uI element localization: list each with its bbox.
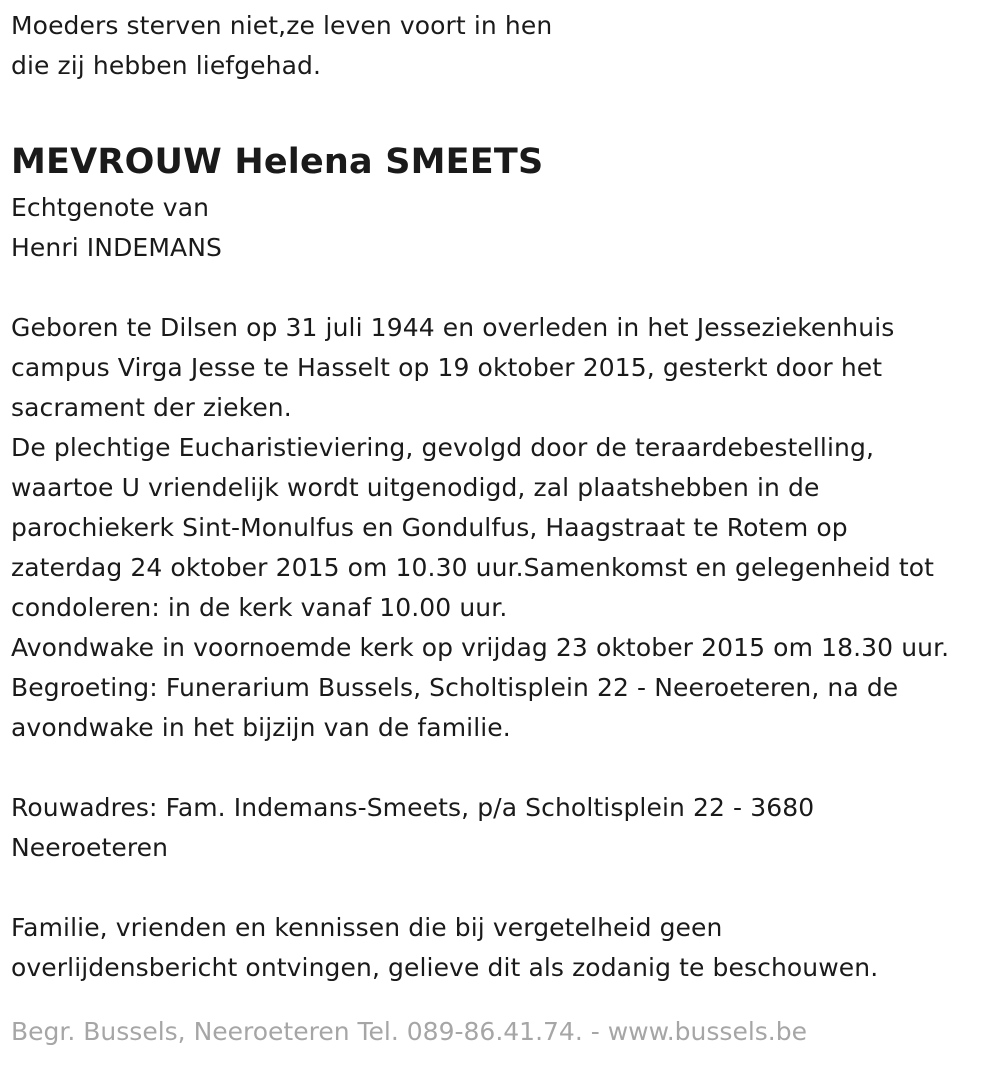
address-line: Rouwadres: Fam. Indemans-Smeets, p/a Scholtisplein 22 - 3680	[11, 793, 815, 822]
relation-line: Henri INDEMANS	[11, 233, 222, 262]
deceased-name: MEVROUW Helena SMEETS	[11, 142, 544, 182]
funeral-home-footer: Begr. Bussels, Neeroeteren Tel. 089-86.41.74. - www.bussels.be	[11, 1017, 807, 1046]
quote-line: Moeders sterven niet,ze leven voort in hen	[11, 11, 553, 40]
announcement-line: waartoe U vriendelijk wordt uitgenodigd, zal plaatshebben in de	[11, 473, 820, 502]
announcement-text	[11, 308, 996, 748]
announcement-line: zaterdag 24 oktober 2015 om 10.30 uur.Samenkomst en gelegenheid tot	[11, 553, 935, 582]
quote-line: die zij hebben liefgehad.	[11, 51, 322, 80]
opening-quote	[11, 6, 996, 86]
closing-line: overlijdensbericht ontvingen, gelieve dit als zodanig te beschouwen.	[11, 953, 879, 982]
announcement-line: Geboren te Dilsen op 31 juli 1944 en overleden in het Jesseziekenhuis	[11, 313, 895, 342]
announcement-line: De plechtige Eucharistieviering, gevolgd door de teraardebestelling,	[11, 433, 874, 462]
announcement-line: sacrament der zieken.	[11, 393, 292, 422]
announcement-line: Avondwake in voornoemde kerk op vrijdag 23 oktober 2015 om 18.30 uur.	[11, 633, 950, 662]
announcement-line: parochiekerk Sint-Monulfus en Gondulfus, Haagstraat te Rotem op	[11, 513, 848, 542]
announcement-line: condoleren: in de kerk vanaf 10.00 uur.	[11, 593, 508, 622]
announcement-line: campus Virga Jesse te Hasselt op 19 oktober 2015, gesterkt door het	[11, 353, 883, 382]
closing-line: Familie, vrienden en kennissen die bij vergetelheid geen	[11, 913, 723, 942]
announcement-line: avondwake in het bijzijn van de familie.	[11, 713, 511, 742]
closing-note	[11, 908, 996, 988]
address-line: Neeroeteren	[11, 833, 169, 862]
spacer	[11, 268, 996, 308]
announcement-line: Begroeting: Funerarium Bussels, Scholtisplein 22 - Neeroeteren, na de	[11, 673, 899, 702]
spouse-relation	[11, 188, 996, 268]
spacer	[11, 868, 996, 908]
obituary-notice	[11, 6, 996, 988]
relation-line: Echtgenote van	[11, 193, 210, 222]
spacer	[11, 748, 996, 788]
mourning-address	[11, 788, 996, 868]
